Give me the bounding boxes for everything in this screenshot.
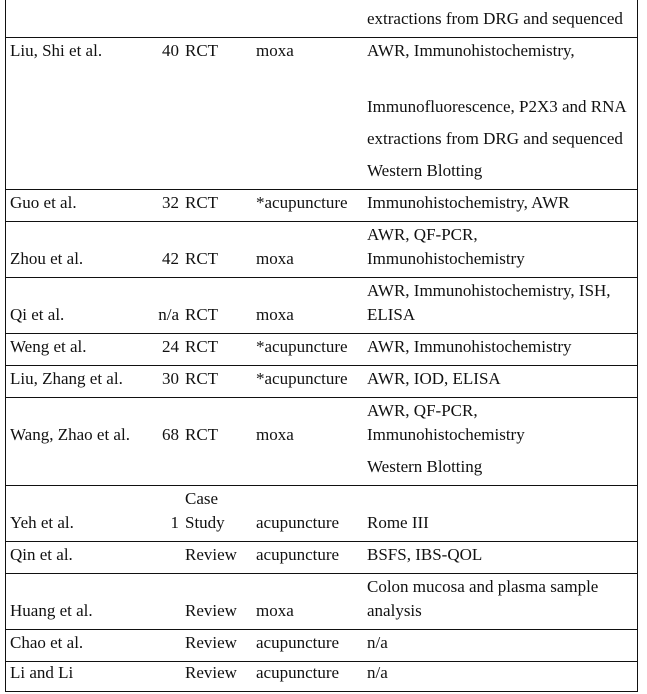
design-cell: RCT [185, 425, 219, 444]
table-row [5, 453, 638, 485]
design-cell: Review [185, 601, 237, 620]
outcome-cell: extractions from DRG and sequenced [367, 129, 623, 148]
author-cell: Weng et al. [10, 337, 87, 356]
design-cell: Review [185, 663, 237, 682]
design-cell: Case Study [185, 489, 225, 532]
sample-size-cell: 42 [162, 249, 179, 268]
table-row [5, 0, 638, 37]
table-row [5, 661, 638, 692]
table-row [5, 365, 638, 397]
intervention-cell: moxa [256, 425, 294, 444]
author-cell: Liu, Zhang et al. [10, 369, 123, 388]
outcome-cell: AWR, QF-PCR, Immunohistochemistry [367, 225, 525, 268]
design-cell: RCT [185, 337, 219, 356]
design-cell: RCT [185, 41, 219, 60]
intervention-cell: *acupuncture [256, 337, 348, 356]
outcome-cell: n/a [367, 663, 388, 682]
table-row [5, 189, 638, 221]
table-row [5, 69, 638, 125]
outcome-cell: Rome III [367, 513, 429, 532]
intervention-cell: moxa [256, 305, 294, 324]
intervention-cell: *acupuncture [256, 369, 348, 388]
sample-size-cell: 68 [162, 425, 179, 444]
intervention-cell: moxa [256, 41, 294, 60]
design-cell: RCT [185, 249, 219, 268]
design-cell: Review [185, 633, 237, 652]
studies-table [5, 0, 638, 692]
table-row [5, 333, 638, 365]
intervention-cell: acupuncture [256, 545, 340, 564]
table-row [5, 541, 638, 573]
table-row [5, 485, 638, 541]
outcome-cell: AWR, Immunohistochemistry [367, 337, 572, 356]
outcome-cell: Immunohistochemistry, AWR [367, 193, 570, 212]
table-row [5, 277, 638, 333]
outcome-cell: Colon mucosa and plasma sample analysis [367, 577, 599, 620]
outcome-cell: BSFS, IBS-QOL [367, 545, 483, 564]
intervention-cell: moxa [256, 249, 294, 268]
sample-size-cell: n/a [158, 305, 179, 324]
design-cell: Review [185, 545, 237, 564]
author-cell: Zhou et al. [10, 249, 84, 268]
author-cell: Li and Li [10, 663, 74, 682]
outcome-cell: AWR, IOD, ELISA [367, 369, 501, 388]
intervention-cell: *acupuncture [256, 193, 348, 212]
intervention-cell: acupuncture [256, 663, 340, 682]
design-cell: RCT [185, 369, 219, 388]
sample-size-cell: 24 [162, 337, 179, 356]
outcome-cell: n/a [367, 633, 388, 652]
sample-size-cell: 1 [170, 513, 179, 532]
table-row [5, 221, 638, 277]
intervention-cell: acupuncture [256, 633, 340, 652]
outcome-cell: AWR, Immunohistochemistry, ISH, ELISA [367, 281, 611, 324]
outcome-cell: AWR, Immunohistochemistry, [367, 41, 575, 60]
author-cell: Yeh et al. [10, 513, 74, 532]
sample-size-cell: 30 [162, 369, 179, 388]
author-cell: Chao et al. [10, 633, 84, 652]
table-row [5, 629, 638, 661]
author-cell: Guo et al. [10, 193, 77, 212]
outcome-cell: extractions from DRG and sequenced [367, 9, 623, 28]
outcome-cell: Immunofluorescence, P2X3 and RNA [367, 97, 627, 116]
table-row [5, 125, 638, 157]
design-cell: RCT [185, 193, 219, 212]
intervention-cell: acupuncture [256, 513, 340, 532]
sample-size-cell: 32 [162, 193, 179, 212]
author-cell: Huang et al. [10, 601, 93, 620]
author-cell: Wang, Zhao et al. [10, 425, 130, 444]
author-cell: Qin et al. [10, 545, 73, 564]
table-row [5, 37, 638, 69]
author-cell: Liu, Shi et al. [10, 41, 103, 60]
outcome-cell: Western Blotting [367, 161, 483, 180]
outcome-cell: AWR, QF-PCR, Immunohistochemistry [367, 401, 525, 444]
outcome-cell: Western Blotting [367, 457, 483, 476]
design-cell: RCT [185, 305, 219, 324]
sample-size-cell: 40 [162, 41, 179, 60]
intervention-cell: moxa [256, 601, 294, 620]
table-row [5, 573, 638, 629]
table-row [5, 157, 638, 189]
author-cell: Qi et al. [10, 305, 65, 324]
table-row [5, 397, 638, 453]
